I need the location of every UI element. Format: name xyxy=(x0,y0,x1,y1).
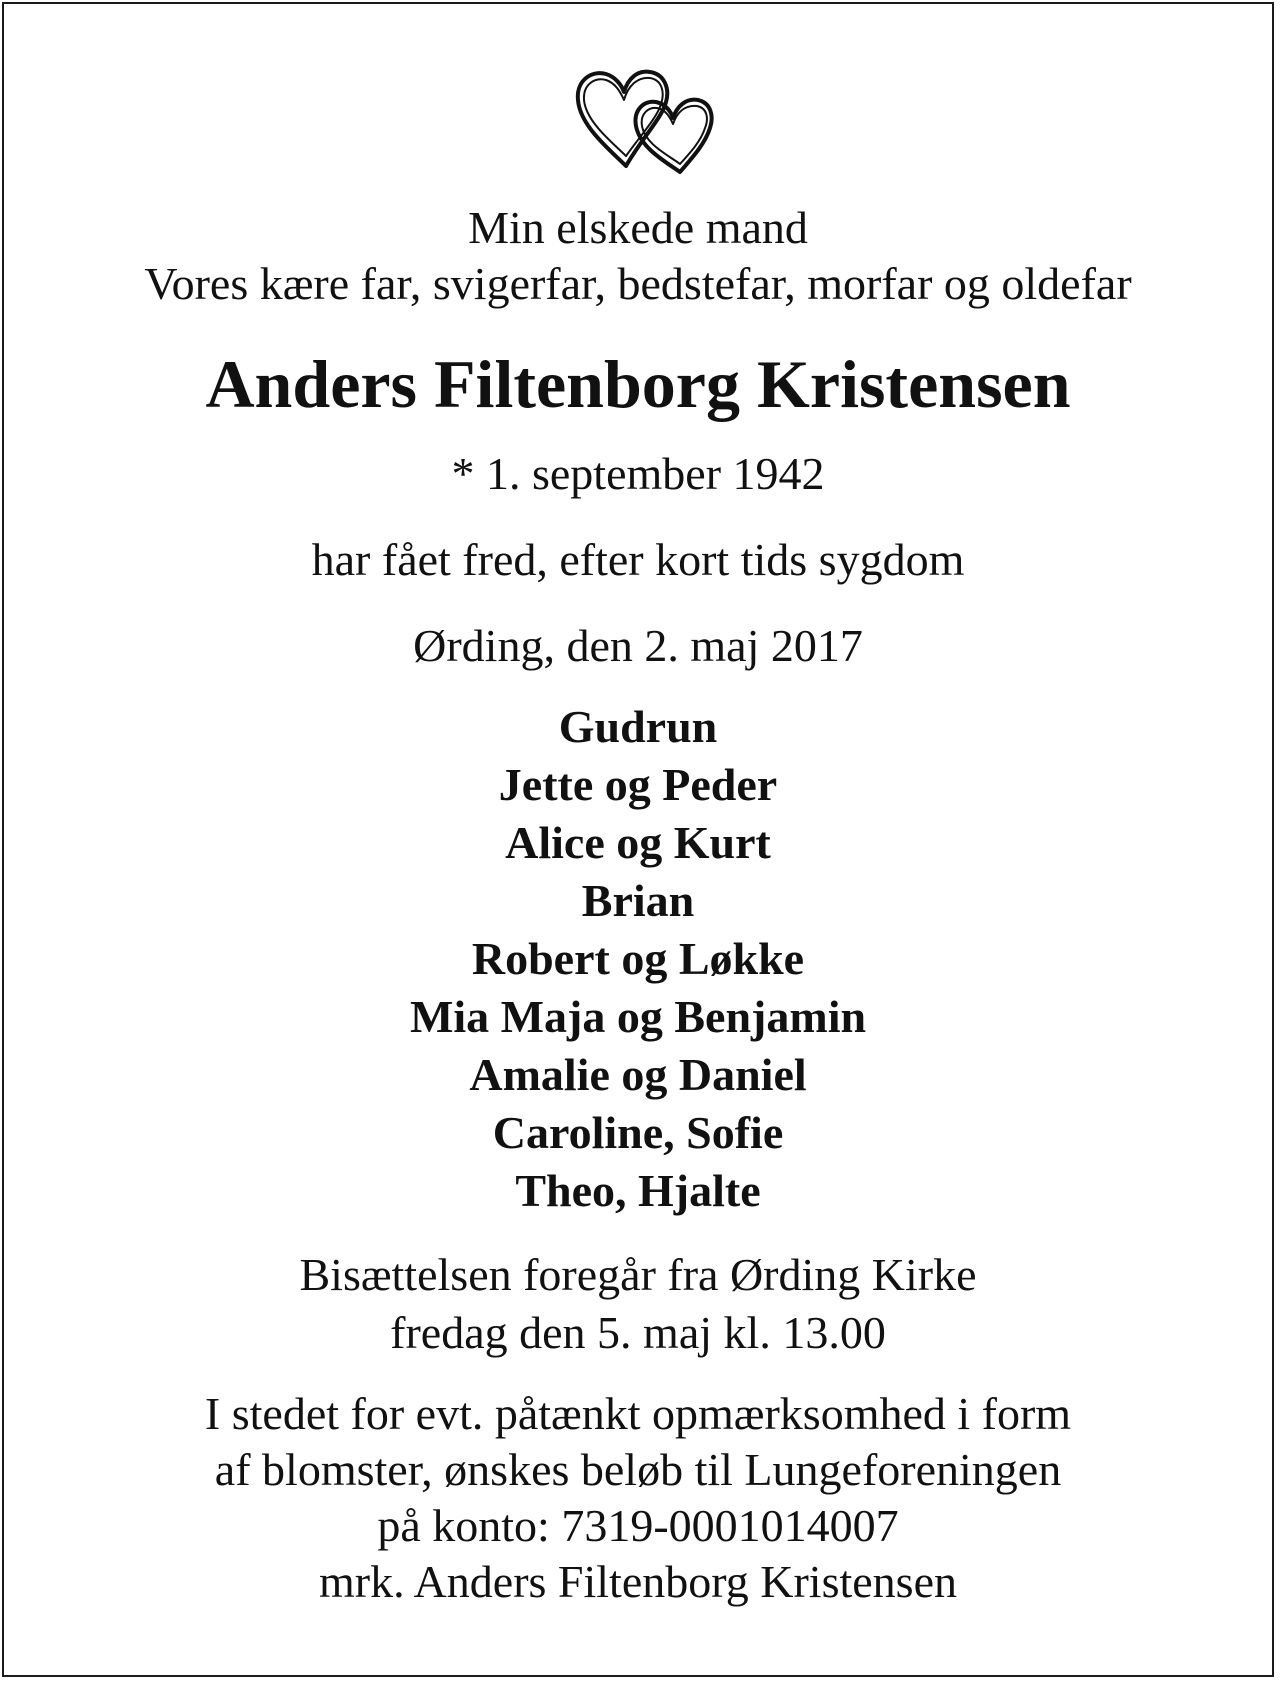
obituary-card xyxy=(2,2,1274,1677)
family-list xyxy=(4,698,1272,1220)
donation-line-3: på konto: 7319-0001014007 xyxy=(377,1500,899,1551)
family-member: Jette og Peder xyxy=(498,759,778,810)
family-member: Brian xyxy=(581,875,695,926)
family-member: Mia Maja og Benjamin xyxy=(409,991,867,1042)
family-member: Amalie og Daniel xyxy=(469,1049,807,1100)
donation-info xyxy=(4,1386,1272,1610)
donation-line-2: af blomster, ønskes beløb til Lungeforeningen xyxy=(214,1444,1062,1495)
deceased-name: Anders Filtenborg Kristensen xyxy=(205,346,1071,422)
birth-date: * 1. september 1942 xyxy=(451,448,825,499)
funeral-line-1: Bisættelsen foregår fra Ørding Kirke xyxy=(299,1249,977,1300)
intro-line-1: Min elskede mand xyxy=(468,202,808,253)
family-member: Theo, Hjalte xyxy=(515,1165,761,1216)
family-member: Caroline, Sofie xyxy=(492,1107,784,1158)
family-member: Robert og Løkke xyxy=(471,933,805,984)
donation-line-4: mrk. Anders Filtenborg Kristensen xyxy=(319,1556,957,1607)
family-member: Gudrun xyxy=(558,701,718,752)
funeral-info xyxy=(4,1246,1272,1362)
passing-text: har fået fred, efter kort tids sygdom xyxy=(311,534,965,585)
double-hearts-icon xyxy=(570,64,718,176)
place-and-date: Ørding, den 2. maj 2017 xyxy=(413,620,863,671)
donation-line-1: I stedet for evt. påtænkt opmærksomhed i form xyxy=(204,1388,1072,1439)
funeral-line-2: fredag den 5. maj kl. 13.00 xyxy=(390,1307,886,1358)
family-member: Alice og Kurt xyxy=(505,817,771,868)
intro-text xyxy=(4,200,1272,312)
intro-line-2: Vores kære far, svigerfar, bedstefar, morfar og oldefar xyxy=(144,258,1132,309)
